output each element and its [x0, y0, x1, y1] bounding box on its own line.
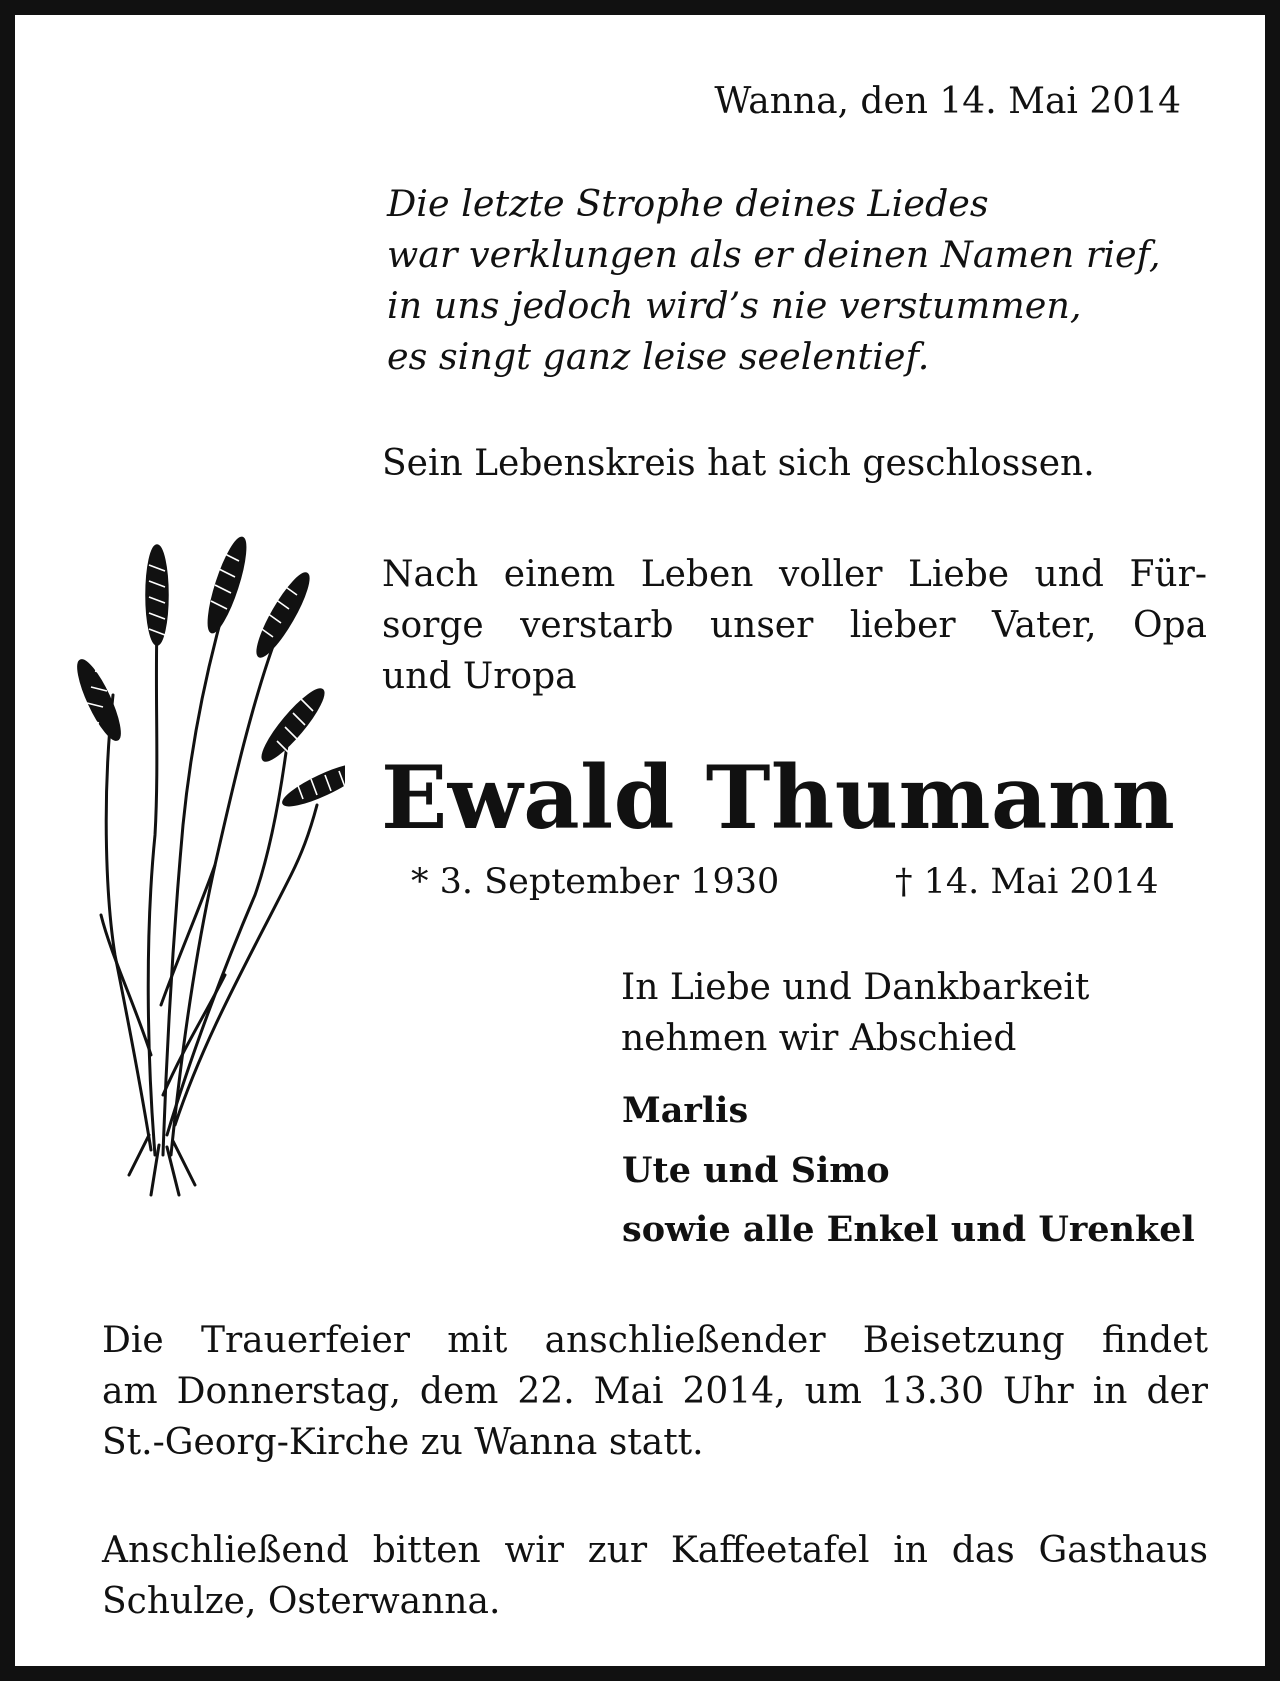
death-notice-text [382, 549, 1207, 702]
reception-line: Anschließend bitten wir zur Kaffeetafel in das Gasthaus [102, 1530, 1208, 1571]
funeral-line: am Donnerstag, dem 22. Mai 2014, um 13.30 Uhr in der [102, 1371, 1208, 1412]
poem [387, 178, 1160, 382]
death-notice-line: und Uropa [382, 656, 577, 697]
farewell-text [621, 962, 1089, 1064]
death-notice-line: Nach einem Leben voller Liebe und Für- [382, 554, 1207, 595]
birth-date: * 3. September 1930 [411, 862, 780, 902]
reception-line: Schulze, Osterwanna. [102, 1581, 501, 1622]
mourner-name: Ute und Simo [622, 1150, 890, 1191]
poem-line: in uns jedoch wird’s nie verstummen, [387, 284, 1082, 327]
poem-line: Die letzte Strophe deines Liedes [387, 182, 989, 225]
funeral-details [102, 1315, 1208, 1468]
funeral-line: Die Trauerfeier mit anschließender Beisetzung findet [102, 1320, 1208, 1361]
reception-details [102, 1525, 1208, 1627]
funeral-line: St.-Georg-Kirche zu Wanna statt. [102, 1422, 704, 1463]
deceased-name: Ewald Thumann [381, 746, 1176, 849]
death-notice-line: sorge verstarb unser lieber Vater, Opa [382, 605, 1207, 646]
mourner-name: sowie alle Enkel und Urenkel [622, 1209, 1195, 1250]
poem-line: es singt ganz leise seelentief. [387, 335, 930, 378]
farewell-line: nehmen wir Abschied [621, 1018, 1017, 1059]
wheat-ears-icon [55, 535, 345, 1235]
mourner-name: Marlis [622, 1090, 749, 1131]
farewell-line: In Liebe und Dankbarkeit [621, 967, 1090, 1008]
dateline: Wanna, den 14. Mai 2014 [714, 81, 1181, 122]
poem-line: war verklungen als er deinen Namen rief, [387, 233, 1161, 276]
death-date: † 14. Mai 2014 [895, 862, 1159, 902]
life-circle-text: Sein Lebenskreis hat sich geschlossen. [382, 443, 1095, 484]
